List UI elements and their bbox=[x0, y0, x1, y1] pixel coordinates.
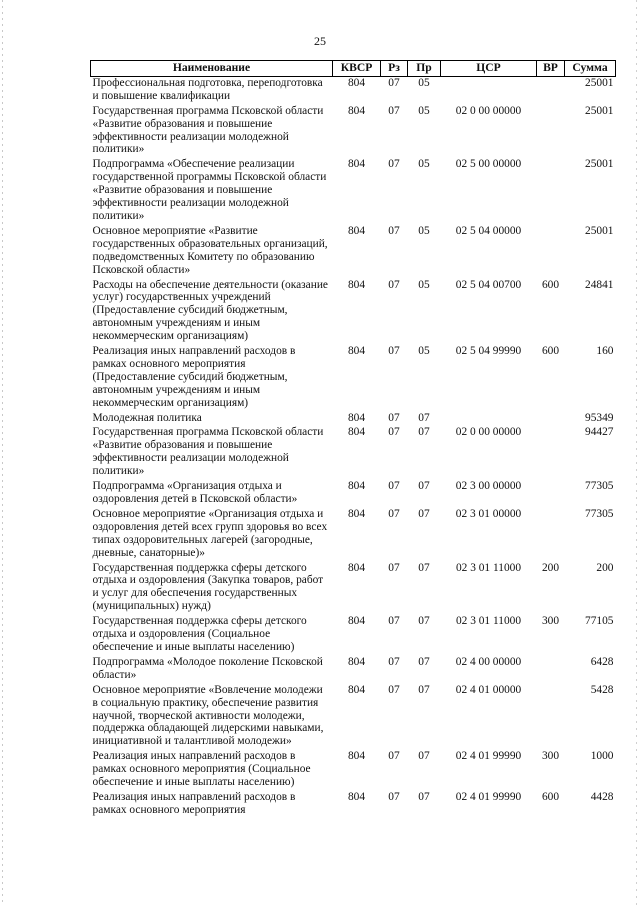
cell-sum: 94427 bbox=[585, 426, 614, 439]
cell-name: Подпрограмма «Организация отдыха и оздоровления детей в Псковской области» bbox=[92, 480, 298, 505]
cell-rz: 07 bbox=[388, 278, 400, 291]
cell-csr bbox=[441, 412, 537, 427]
cell-csr bbox=[441, 76, 537, 104]
cell-kvsr: 804 bbox=[347, 224, 366, 237]
cell-vr bbox=[537, 684, 565, 751]
cell-csr: 02 3 00 00000 bbox=[455, 480, 522, 493]
header-name: Наименование bbox=[91, 61, 333, 77]
page-number: 25 bbox=[314, 34, 326, 48]
cell-rz: 07 bbox=[388, 224, 400, 237]
cell-pr: 05 bbox=[418, 224, 430, 237]
cell-sum: 4428 bbox=[590, 790, 614, 803]
cell-vr bbox=[537, 105, 565, 159]
cell-kvsr: 804 bbox=[347, 561, 366, 574]
cell-name: Основное мероприятие «Организация отдыха и оздоровления детей всех групп здоровья во всех типах оздоровительных лагерей (загородные, дневные, санаторные)» bbox=[92, 507, 328, 559]
cell-name: Подпрограмма «Молодое поколение Псковской области» bbox=[92, 655, 323, 681]
cell-kvsr: 804 bbox=[347, 426, 366, 439]
cell-pr: 07 bbox=[418, 561, 430, 574]
table-row bbox=[91, 225, 616, 279]
cell-vr: 300 bbox=[541, 750, 560, 763]
cell-pr: 05 bbox=[418, 158, 430, 171]
header-pr: Пр bbox=[408, 61, 441, 77]
cell-csr: 02 5 04 00700 bbox=[455, 278, 522, 291]
cell-pr: 07 bbox=[418, 683, 430, 696]
cell-name: Молодежная политика bbox=[92, 411, 202, 424]
cell-sum: 25001 bbox=[585, 104, 614, 117]
cell-pr: 07 bbox=[418, 750, 430, 763]
cell-vr: 600 bbox=[541, 278, 560, 291]
cell-name: Основное мероприятие «Вовлечение молодежи в социальную практику, обеспечение развития научной, творческой активности молодежи, поддержка обладающей лидерскими навыками, инициативной и талантливой молодежи» bbox=[92, 683, 324, 748]
cell-rz: 07 bbox=[388, 426, 400, 439]
table-row bbox=[91, 412, 616, 427]
table-row bbox=[91, 480, 616, 508]
cell-rz: 07 bbox=[388, 683, 400, 696]
cell-kvsr: 804 bbox=[347, 790, 366, 803]
cell-name: Реализация иных направлений расходов в рамках основного мероприятия (Социальное обеспечение и иные выплаты населению) bbox=[92, 750, 311, 789]
table-row bbox=[91, 279, 616, 346]
table-row bbox=[91, 562, 616, 616]
cell-name: Профессиональная подготовка, переподготовка и повышение квалификации bbox=[92, 76, 323, 102]
table-row bbox=[91, 615, 616, 656]
cell-csr: 02 3 01 11000 bbox=[455, 615, 522, 628]
cell-kvsr: 804 bbox=[347, 655, 366, 668]
header-vr: ВР bbox=[537, 61, 565, 77]
cell-rz: 07 bbox=[388, 790, 400, 803]
cell-sum: 6428 bbox=[590, 655, 614, 668]
cell-kvsr: 804 bbox=[347, 278, 366, 291]
cell-pr: 07 bbox=[418, 615, 430, 628]
cell-sum: 1000 bbox=[590, 750, 614, 763]
table-row bbox=[91, 76, 616, 104]
cell-sum: 25001 bbox=[585, 76, 614, 89]
cell-sum: 200 bbox=[596, 561, 614, 574]
cell-kvsr: 804 bbox=[347, 750, 366, 763]
table-row bbox=[91, 345, 616, 412]
cell-pr: 07 bbox=[418, 426, 430, 439]
cell-rz: 07 bbox=[388, 345, 400, 358]
scan-edge-right bbox=[636, 0, 637, 905]
cell-sum: 77105 bbox=[585, 615, 614, 628]
cell-sum: 95349 bbox=[585, 411, 614, 424]
cell-vr bbox=[537, 412, 565, 427]
cell-kvsr: 804 bbox=[347, 104, 366, 117]
table-row bbox=[91, 426, 616, 480]
cell-sum: 25001 bbox=[585, 158, 614, 171]
cell-kvsr: 804 bbox=[347, 615, 366, 628]
cell-csr: 02 4 01 00000 bbox=[455, 683, 522, 696]
cell-csr: 02 3 01 11000 bbox=[455, 561, 522, 574]
cell-rz: 07 bbox=[388, 411, 400, 424]
cell-vr: 200 bbox=[541, 561, 560, 574]
table-row bbox=[91, 158, 616, 225]
cell-csr: 02 5 00 00000 bbox=[455, 158, 522, 171]
cell-kvsr: 804 bbox=[347, 480, 366, 493]
cell-vr bbox=[537, 76, 565, 104]
cell-rz: 07 bbox=[388, 104, 400, 117]
table-header-row bbox=[91, 61, 616, 77]
cell-kvsr: 804 bbox=[347, 158, 366, 171]
cell-sum: 160 bbox=[596, 345, 614, 358]
cell-pr: 07 bbox=[418, 411, 430, 424]
cell-pr: 05 bbox=[418, 104, 430, 117]
table-row bbox=[91, 684, 616, 751]
header-kvsr: КВСР bbox=[333, 61, 381, 77]
cell-rz: 07 bbox=[388, 615, 400, 628]
cell-rz: 07 bbox=[388, 561, 400, 574]
cell-pr: 07 bbox=[418, 480, 430, 493]
cell-csr: 02 4 01 99990 bbox=[455, 790, 522, 803]
cell-name: Расходы на обеспечение деятельности (оказание услуг) государственных учреждений (Предоставление субсидий бюджетным, автономным учреждениям и иным некоммерческим организациям) bbox=[92, 278, 328, 343]
cell-sum: 24841 bbox=[585, 278, 614, 291]
cell-csr: 02 0 00 00000 bbox=[455, 104, 522, 117]
cell-sum: 5428 bbox=[590, 683, 614, 696]
cell-name: Подпрограмма «Обеспечение реализации государственной программы Псковской области «Развитие образования и повышение эффективности реализации молодежной политики» bbox=[92, 158, 327, 222]
cell-csr: 02 3 01 00000 bbox=[455, 507, 522, 520]
cell-kvsr: 804 bbox=[347, 76, 366, 89]
cell-name: Реализация иных направлений расходов в рамках основного мероприятия bbox=[92, 790, 296, 816]
cell-rz: 07 bbox=[388, 76, 400, 89]
cell-vr: 300 bbox=[541, 615, 560, 628]
cell-vr bbox=[537, 656, 565, 684]
cell-name: Основное мероприятие «Развитие государственных образовательных организаций, подведомственных Комитету по образованию Псковской области» bbox=[92, 224, 328, 276]
cell-csr: 02 5 04 00000 bbox=[455, 224, 522, 237]
cell-sum: 77305 bbox=[585, 507, 614, 520]
cell-name: Государственная программа Псковской области «Развитие образования и повышение эффективности реализации молодежной политики» bbox=[92, 104, 324, 156]
table-row bbox=[91, 508, 616, 562]
cell-pr: 05 bbox=[418, 345, 430, 358]
table-row bbox=[91, 105, 616, 159]
cell-kvsr: 804 bbox=[347, 345, 366, 358]
budget-table bbox=[90, 60, 616, 819]
cell-vr bbox=[537, 480, 565, 508]
cell-rz: 07 bbox=[388, 480, 400, 493]
cell-pr: 07 bbox=[418, 790, 430, 803]
cell-kvsr: 804 bbox=[347, 507, 366, 520]
header-rz: Рз bbox=[381, 61, 408, 77]
cell-pr: 05 bbox=[418, 76, 430, 89]
header-sum: Сумма bbox=[565, 61, 616, 77]
cell-kvsr: 804 bbox=[347, 683, 366, 696]
table-row bbox=[91, 750, 616, 791]
cell-name: Государственная поддержка сферы детского отдыха и оздоровления (Закупка товаров, работ и услуг для обеспечения государственных (муниципальных) нужд) bbox=[92, 561, 324, 613]
cell-csr: 02 4 00 00000 bbox=[455, 655, 522, 668]
table-row bbox=[91, 791, 616, 819]
cell-vr: 600 bbox=[541, 345, 560, 358]
cell-vr bbox=[537, 508, 565, 562]
cell-sum: 25001 bbox=[585, 224, 614, 237]
header-csr: ЦСР bbox=[441, 61, 537, 77]
cell-rz: 07 bbox=[388, 655, 400, 668]
cell-rz: 07 bbox=[388, 507, 400, 520]
cell-kvsr: 804 bbox=[347, 411, 366, 424]
cell-name: Государственная поддержка сферы детского отдыха и оздоровления (Социальное обеспечение и иные выплаты населению) bbox=[92, 615, 307, 653]
scan-edge-left bbox=[2, 0, 3, 905]
cell-pr: 05 bbox=[418, 278, 430, 291]
cell-vr bbox=[537, 426, 565, 480]
cell-name: Государственная программа Псковской области «Развитие образования и повышение эффективности реализации молодежной политики» bbox=[92, 426, 324, 478]
table-row bbox=[91, 656, 616, 684]
cell-pr: 07 bbox=[418, 655, 430, 668]
cell-vr bbox=[537, 225, 565, 279]
cell-csr: 02 4 01 99990 bbox=[455, 750, 522, 763]
cell-rz: 07 bbox=[388, 750, 400, 763]
cell-vr bbox=[537, 158, 565, 225]
cell-csr: 02 5 04 99990 bbox=[455, 345, 522, 358]
cell-pr: 07 bbox=[418, 507, 430, 520]
cell-rz: 07 bbox=[388, 158, 400, 171]
cell-csr: 02 0 00 00000 bbox=[455, 426, 522, 439]
cell-sum: 77305 bbox=[585, 480, 614, 493]
cell-vr: 600 bbox=[541, 790, 560, 803]
cell-name: Реализация иных направлений расходов в рамках основного мероприятия (Предоставление субсидий бюджетным, автономным учреждениям и иным некоммерческим организациям) bbox=[92, 345, 296, 409]
